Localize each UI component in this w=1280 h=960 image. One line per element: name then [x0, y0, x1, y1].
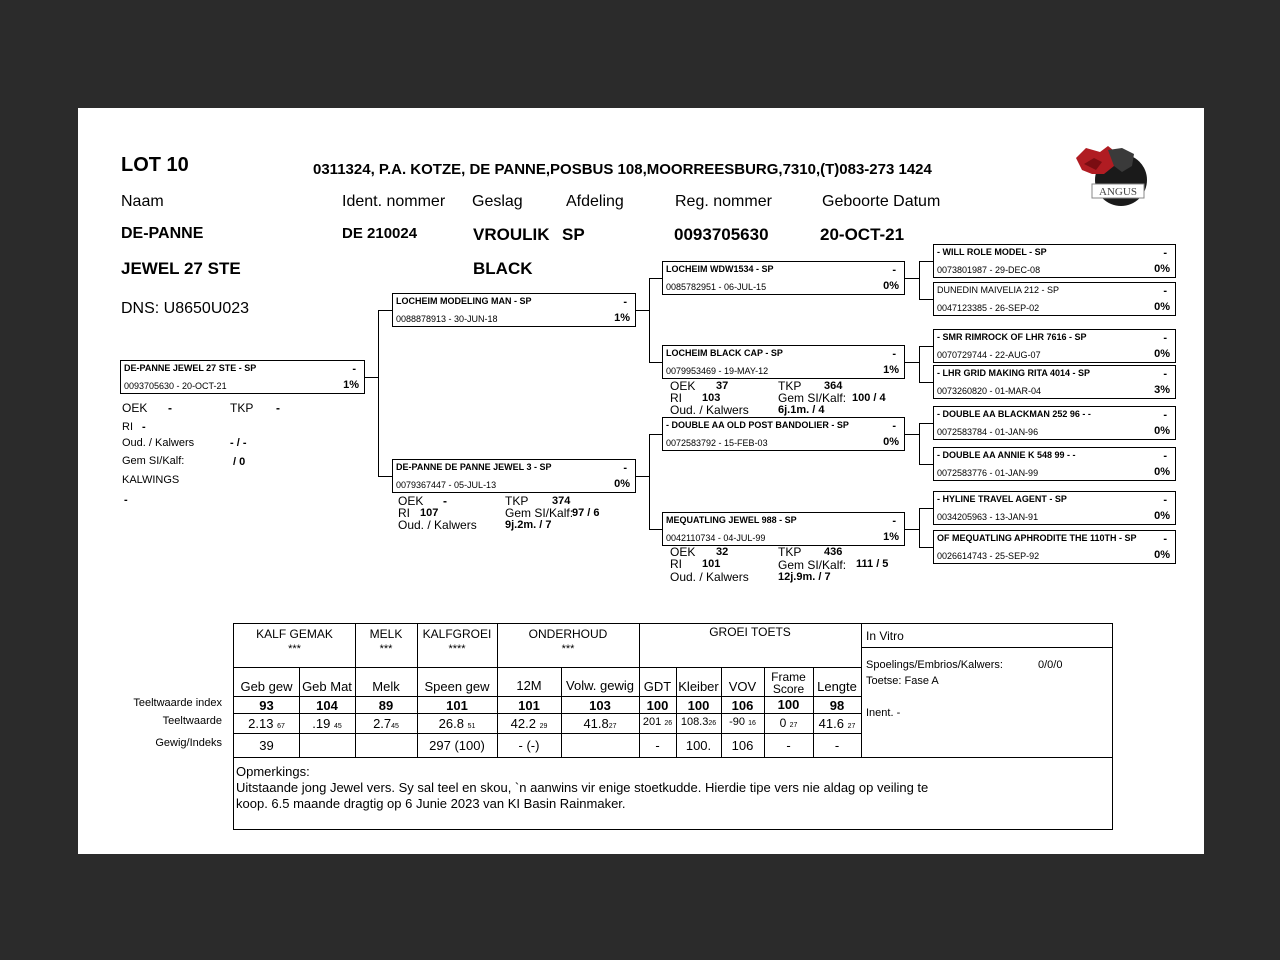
dam-tkp-label: TKP	[505, 494, 529, 508]
tw-geb-gew: 2.13 67	[248, 716, 285, 731]
pedigree-dam-box: DE-PANNE DE PANNE JEWEL 3 - SP - 0079367447 - 05-JUL-13 0%	[392, 459, 636, 493]
lot-number: LOT 10	[121, 154, 189, 176]
tw-12m: 42.2 29	[510, 716, 548, 731]
pedigree-ggp-1: - WILL ROLE MODEL - SP - 0073801987 - 29-DEC-08 0%	[933, 244, 1176, 278]
subject-ri-label: RI	[122, 421, 133, 433]
dam-gem: 97 / 6	[572, 507, 600, 519]
animal-afdeling: SP	[562, 225, 585, 244]
row-label-gewig: Gewig/Indeks	[155, 737, 222, 749]
animal-geboorte: 20-OCT-21	[820, 225, 905, 244]
opmerkings-label: Opmerkings:	[236, 764, 310, 779]
pedigree-ggp-2: DUNEDIN MAIVELIA 212 - SP - 0047123385 - 26-SEP-02 0%	[933, 282, 1176, 316]
subject-ri: -	[142, 421, 146, 433]
col-volw-gewig: Volw. gewig	[566, 678, 634, 693]
group-melk-stars: ***	[379, 643, 393, 655]
dam-oud-label: Oud. / Kalwers	[398, 518, 477, 532]
row-label-teeltwaarde: Teeltwaarde	[162, 715, 222, 727]
animal-name-1: DE-PANNE	[121, 225, 204, 242]
index-kleiber: 100	[687, 698, 710, 713]
header-geboorte: Geboorte Datum	[822, 193, 941, 210]
group-kalf-gemak-stars: ***	[288, 643, 301, 655]
header-ident: Ident. nommer	[342, 193, 446, 210]
owner-line: 0311324, P.A. KOTZE, DE PANNE,POSBUS 108,MOORREESBURG,7310,(T)083-273 1424	[313, 161, 932, 178]
group-onderhoud-stars: ***	[561, 643, 575, 655]
index-lengte: 98	[829, 698, 845, 713]
index-geb-mat: 104	[316, 698, 338, 713]
col-geb-gew: Geb gew	[240, 679, 293, 694]
opmerkings-line-1: Uitstaande jong Jewel vers. Sy sal teel en skou, `n aanwins vir enige stoetkudde. Hierdie tipe vers nie aldag op veiling te	[236, 780, 929, 795]
dam-oek-label: OEK	[398, 494, 424, 508]
invitro-spoelings-label: Spoelings/Embrios/Kalwers:	[866, 659, 1003, 671]
pedigree-ggp-4: - LHR GRID MAKING RITA 4014 - SP - 0073260820 - 01-MAR-04 3%	[933, 365, 1176, 399]
gp2-gem: 100 / 4	[852, 392, 886, 404]
gew-geb-gew: 39	[259, 738, 274, 753]
invitro-toetse: Toetse: Fase A	[866, 675, 939, 687]
gp2-ri: 103	[702, 392, 721, 404]
gp4-ri: 101	[702, 558, 721, 570]
angus-cattle-logo-icon	[1074, 144, 1148, 214]
index-melk: 89	[378, 698, 394, 713]
gp4-oud: 12j.9m. / 7	[778, 571, 831, 583]
subject-gem: / 0	[233, 456, 246, 468]
col-frame-score: Frame Score	[771, 670, 806, 696]
index-geb-gew: 93	[259, 698, 274, 713]
dam-tkp: 374	[552, 495, 571, 507]
group-kalf-gemak: KALF GEMAK	[256, 627, 333, 641]
header-reg: Reg. nommer	[675, 193, 772, 210]
header-afdeling: Afdeling	[566, 193, 624, 210]
dam-gem-label: Gem SI/Kalf:	[505, 506, 574, 520]
gp4-ri-label: RI	[670, 557, 682, 571]
gp2-oud: 6j.1m. / 4	[778, 404, 825, 416]
svg-text:ANGUS: ANGUS	[1099, 186, 1137, 198]
invitro-spoelings: 0/0/0	[1038, 659, 1063, 671]
col-geb-mat: Geb Mat	[302, 679, 352, 694]
index-volw-gewig: 103	[589, 698, 611, 713]
gp4-oud-label: Oud. / Kalwers	[670, 570, 749, 584]
index-vov: 106	[731, 698, 754, 713]
tw-gdt: 201 26	[642, 716, 673, 728]
group-melk: MELK	[369, 627, 403, 641]
pedigree-subject-box: DE-PANNE JEWEL 27 STE - SP - 0093705630 - 20-OCT-21 1%	[120, 360, 365, 394]
col-kleiber: Kleiber	[678, 679, 719, 694]
col-12m: 12M	[516, 678, 542, 693]
index-speen-gew: 101	[446, 698, 468, 713]
header-naam: Naam	[121, 193, 164, 210]
tw-kleiber: 108.326	[680, 716, 717, 728]
pedigree-gp-1: LOCHEIM WDW1534 - SP - 0085782951 - 06-JUL-15 0%	[662, 261, 905, 295]
group-onderhoud: ONDERHOUD	[528, 627, 608, 641]
dam-ri: 107	[420, 507, 439, 519]
gp4-oek-label: OEK	[670, 545, 696, 559]
col-speen-gew: Speen gew	[424, 679, 490, 694]
group-kalfgroei: KALFGROEI	[422, 627, 492, 641]
subject-tkp-label: TKP	[230, 401, 254, 415]
pedigree-gp-3: - DOUBLE AA OLD POST BANDOLIER - SP - 0072583792 - 15-FEB-03 0%	[662, 417, 905, 451]
group-groei-toets: GROEI TOETS	[709, 625, 791, 639]
dam-oek: -	[443, 494, 447, 508]
gp2-tkp-label: TKP	[778, 379, 802, 393]
pedigree-gp-4: MEQUATLING JEWEL 988 - SP - 0042110734 - 04-JUL-99 1%	[662, 512, 905, 546]
tw-lengte: 41.6 27	[818, 716, 856, 731]
gew-gdt: -	[655, 738, 660, 753]
pedigree-gp-2: LOCHEIM BLACK CAP - SP - 0079953469 - 19-MAY-12 1%	[662, 345, 905, 379]
pedigree-ggp-3: - SMR RIMROCK OF LHR 7616 - SP - 0070729744 - 22-AUG-07 0%	[933, 329, 1176, 363]
gp2-gem-label: Gem SI/Kalf:	[778, 391, 847, 405]
tw-melk: 2.745	[373, 716, 399, 731]
gp4-gem-label: Gem SI/Kalf:	[778, 558, 847, 572]
gew-lengte: -	[834, 738, 840, 753]
index-12m: 101	[518, 698, 540, 713]
subject-kalwings-label: KALWINGS	[122, 474, 180, 486]
gp4-oek: 32	[716, 546, 729, 558]
subject-oek: -	[168, 401, 172, 415]
tw-geb-mat: .19 45	[312, 716, 342, 731]
opmerkings-line-2: koop. 6.5 maande dragtig op 6 Junie 2023 van KI Basin Rainmaker.	[236, 796, 626, 811]
tw-vov: -90 16	[729, 716, 756, 728]
catalog-sheet	[78, 108, 1204, 854]
gp4-tkp-label: TKP	[778, 545, 802, 559]
col-gdt: GDT	[643, 679, 672, 694]
tw-volw-gewig: 41.827	[583, 716, 617, 731]
gp2-tkp: 364	[824, 380, 843, 392]
gew-frame-score: -	[786, 738, 791, 753]
row-label-index: Teeltwaarde index	[133, 697, 222, 709]
gp4-tkp: 436	[824, 546, 843, 558]
col-lengte: Lengte	[817, 679, 857, 694]
subject-oud-label: Oud. / Kalwers	[122, 437, 195, 449]
gp2-oek: 37	[716, 380, 729, 392]
invitro-title: In Vitro	[866, 629, 904, 643]
epd-table	[233, 623, 1113, 830]
subject-tkp: -	[276, 401, 280, 415]
index-frame-score: 100	[777, 697, 800, 712]
gp4-gem: 111 / 5	[856, 558, 889, 570]
index-gdt: 100	[646, 698, 669, 713]
animal-colour: BLACK	[473, 259, 533, 278]
animal-ident: DE 210024	[342, 225, 418, 242]
group-kalfgroei-stars: ****	[448, 643, 466, 655]
gp2-oud-label: Oud. / Kalwers	[670, 403, 749, 417]
animal-reg: 0093705630	[674, 225, 769, 244]
gew-speen-gew: 297 (100)	[429, 738, 485, 753]
pedigree-sire-box: LOCHEIM MODELING MAN - SP - 0088878913 - 30-JUN-18 1%	[392, 293, 636, 327]
subject-kalwings: -	[124, 494, 128, 506]
gew-vov: 106	[731, 738, 754, 753]
pedigree-ggp-8: OF MEQUATLING APHRODITE THE 110TH - SP - 0026614743 - 25-SEP-92 0%	[933, 530, 1176, 564]
subject-oud: - / -	[230, 437, 247, 449]
col-melk: Melk	[372, 679, 400, 694]
gp2-ri-label: RI	[670, 391, 682, 405]
gew-12m: - (-)	[518, 738, 540, 753]
pedigree-ggp-6: - DOUBLE AA ANNIE K 548 99 - - - 0072583776 - 01-JAN-99 0%	[933, 447, 1176, 481]
tw-speen-gew: 26.8 51	[438, 716, 476, 731]
subject-oek-label: OEK	[122, 401, 148, 415]
invitro-inent: Inent. -	[866, 707, 901, 719]
header-geslag: Geslag	[472, 193, 523, 210]
subject-gem-label: Gem SI/Kalf:	[122, 455, 185, 467]
animal-dns: DNS: U8650U023	[121, 300, 250, 317]
pedigree-ggp-5: - DOUBLE AA BLACKMAN 252 96 - - - 0072583784 - 01-JAN-96 0%	[933, 406, 1176, 440]
dam-ri-label: RI	[398, 506, 410, 520]
animal-name-2: JEWEL 27 STE	[121, 259, 241, 278]
animal-geslag: VROULIK	[473, 225, 550, 244]
tw-frame-score: 0 27	[779, 716, 798, 730]
col-vov: VOV	[728, 679, 757, 694]
gp2-oek-label: OEK	[670, 379, 696, 393]
dam-oud: 9j.2m. / 7	[505, 519, 552, 531]
pedigree-ggp-7: - HYLINE TRAVEL AGENT - SP - 0034205963 - 13-JAN-91 0%	[933, 491, 1176, 525]
gew-kleiber: 100.	[685, 738, 712, 753]
